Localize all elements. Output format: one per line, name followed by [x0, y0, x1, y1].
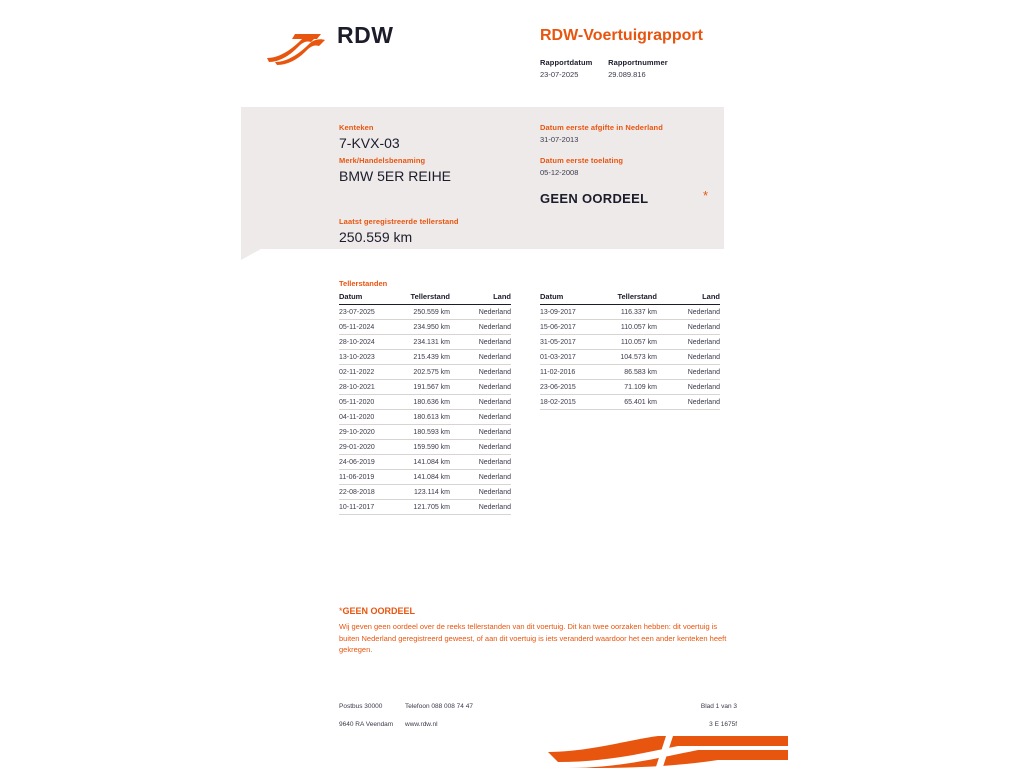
cell-datum: 23-06-2015 — [540, 380, 592, 395]
odometer-table-left — [339, 292, 511, 515]
column-header-tellerstand: Tellerstand — [592, 292, 673, 305]
cell-land: Nederland — [466, 500, 511, 515]
column-header-datum: Datum — [540, 292, 592, 305]
footnote-title-text: GEEN OORDEEL — [342, 606, 416, 616]
cell-land: Nederland — [673, 335, 720, 350]
table-row — [339, 350, 511, 365]
cell-datum: 15-06-2017 — [540, 320, 592, 335]
cell-land: Nederland — [466, 395, 511, 410]
footer-contact — [405, 703, 473, 728]
table-row — [540, 365, 720, 380]
cell-land: Nederland — [466, 320, 511, 335]
footer-plaats: 9640 RA Veendam — [339, 721, 394, 728]
eerste-toelating-label: Datum eerste toelating — [540, 156, 624, 165]
cell-land: Nederland — [466, 425, 511, 440]
cell-datum: 31-05-2017 — [540, 335, 592, 350]
table-row — [339, 500, 511, 515]
cell-tellerstand: 110.057 km — [592, 320, 673, 335]
odometer-table-right — [540, 292, 720, 410]
table-row — [540, 305, 720, 320]
table-row — [339, 440, 511, 455]
table-row — [339, 485, 511, 500]
cell-tellerstand: 104.573 km — [592, 350, 673, 365]
cell-datum: 04-11-2020 — [339, 410, 389, 425]
cell-tellerstand: 250.559 km — [389, 305, 466, 320]
report-date-value: 23-07-2025 — [540, 70, 579, 79]
cell-land: Nederland — [466, 305, 511, 320]
cell-land: Nederland — [673, 380, 720, 395]
cell-land: Nederland — [673, 320, 720, 335]
cell-land: Nederland — [673, 395, 720, 410]
cell-datum: 29-10-2020 — [339, 425, 389, 440]
laatste-tellerstand-value: 250.559 km — [339, 229, 413, 245]
footer-website[interactable]: www.rdw.nl — [405, 721, 438, 728]
eerste-afgifte-label: Datum eerste afgifte in Nederland — [540, 123, 663, 132]
table-header-row — [339, 292, 511, 305]
cell-tellerstand: 180.636 km — [389, 395, 466, 410]
table-row — [540, 320, 720, 335]
cell-land: Nederland — [466, 365, 511, 380]
cell-datum: 13-10-2023 — [339, 350, 389, 365]
kenteken-value: 7-KVX-03 — [339, 135, 400, 151]
rdw-logo — [265, 22, 485, 72]
cell-land: Nederland — [466, 440, 511, 455]
cell-tellerstand: 159.590 km — [389, 440, 466, 455]
page-footer-right — [697, 703, 737, 728]
table-row — [339, 455, 511, 470]
report-date-block — [540, 58, 606, 79]
footer-address — [339, 703, 393, 728]
cell-datum: 05-11-2020 — [339, 395, 389, 410]
rdw-bottom-swoosh-icon — [548, 736, 788, 768]
report-date-label: Rapportdatum — [540, 58, 593, 67]
tellerstanden-title: Tellerstanden — [339, 279, 388, 288]
cell-land: Nederland — [673, 305, 720, 320]
eerste-toelating-value: 05-12-2008 — [540, 168, 579, 177]
footer-telefoon: Telefoon 088 008 74 47 — [405, 703, 473, 710]
table-row — [339, 335, 511, 350]
summary-panel-notch — [241, 249, 261, 260]
cell-datum: 10-11-2017 — [339, 500, 389, 515]
verdict-text: GEEN OORDEEL — [540, 191, 649, 206]
cell-land: Nederland — [466, 485, 511, 500]
cell-tellerstand: 123.114 km — [389, 485, 466, 500]
cell-datum: 29-01-2020 — [339, 440, 389, 455]
cell-datum: 05-11-2024 — [339, 320, 389, 335]
table-row — [339, 365, 511, 380]
cell-land: Nederland — [466, 380, 511, 395]
cell-datum: 22-08-2018 — [339, 485, 389, 500]
footnote-title — [339, 606, 415, 616]
cell-land: Nederland — [466, 350, 511, 365]
cell-datum: 11-02-2016 — [540, 365, 592, 380]
table-row — [339, 305, 511, 320]
cell-datum: 24-06-2019 — [339, 455, 389, 470]
report-meta — [540, 58, 668, 79]
cell-land: Nederland — [466, 455, 511, 470]
cell-datum: 23-07-2025 — [339, 305, 389, 320]
eerste-afgifte-value: 31-07-2013 — [540, 135, 579, 144]
cell-tellerstand: 141.084 km — [389, 470, 466, 485]
cell-datum: 01-03-2017 — [540, 350, 592, 365]
kenteken-label: Kenteken — [339, 123, 374, 132]
cell-tellerstand: 110.057 km — [592, 335, 673, 350]
rdw-swoosh-logo-icon — [265, 32, 335, 66]
cell-land: Nederland — [466, 335, 511, 350]
report-number-value: 29.089.816 — [608, 70, 646, 79]
cell-tellerstand: 191.567 km — [389, 380, 466, 395]
cell-datum: 28-10-2024 — [339, 335, 389, 350]
cell-datum: 28-10-2021 — [339, 380, 389, 395]
cell-tellerstand: 65.401 km — [592, 395, 673, 410]
table-row — [540, 395, 720, 410]
table-row — [339, 410, 511, 425]
cell-land: Nederland — [466, 410, 511, 425]
footer-page-number: Blad 1 van 3 — [700, 703, 737, 710]
verdict-footnote-marker: * — [703, 188, 709, 203]
cell-tellerstand: 86.583 km — [592, 365, 673, 380]
page-title: RDW-Voertuigrapport — [540, 27, 703, 44]
table-header-row — [540, 292, 720, 305]
cell-tellerstand: 180.613 km — [389, 410, 466, 425]
laatste-tellerstand-label: Laatst geregistreerde tellerstand — [339, 217, 459, 226]
column-header-tellerstand: Tellerstand — [389, 292, 466, 305]
footnote-body: Wij geven geen oordeel over de reeks tellerstanden van dit voertuig. Dit kan twee oorzaken hebben: dit voertuig is buiten Nederland geregistreerd geweest, of aan dit voertuig is iets veranderd waardoor het een ander kenteken heeft gekregen. — [339, 622, 727, 655]
cell-tellerstand: 180.593 km — [389, 425, 466, 440]
column-header-datum: Datum — [339, 292, 389, 305]
cell-datum: 18-02-2015 — [540, 395, 592, 410]
cell-land: Nederland — [673, 365, 720, 380]
table-row — [540, 350, 720, 365]
footer-postbus: Postbus 30000 — [339, 703, 383, 710]
footer-code: 3 E 1675f — [709, 721, 737, 728]
cell-tellerstand: 141.084 km — [389, 455, 466, 470]
cell-tellerstand: 234.950 km — [389, 320, 466, 335]
cell-tellerstand: 116.337 km — [592, 305, 673, 320]
table-row — [339, 380, 511, 395]
cell-tellerstand: 215.439 km — [389, 350, 466, 365]
table-row — [540, 335, 720, 350]
column-header-land: Land — [673, 292, 720, 305]
merk-value: BMW 5ER REIHE — [339, 168, 452, 184]
vehicle-summary-panel — [241, 107, 724, 249]
cell-land: Nederland — [673, 350, 720, 365]
cell-datum: 02-11-2022 — [339, 365, 389, 380]
column-header-land: Land — [466, 292, 511, 305]
report-number-block — [608, 58, 668, 79]
table-row — [339, 320, 511, 335]
table-row — [339, 395, 511, 410]
brand-name: RDW — [337, 22, 394, 48]
table-row — [339, 425, 511, 440]
cell-datum: 13-09-2017 — [540, 305, 592, 320]
cell-land: Nederland — [466, 470, 511, 485]
table-row — [339, 470, 511, 485]
cell-tellerstand: 202.575 km — [389, 365, 466, 380]
merk-label: Merk/Handelsbenaming — [339, 156, 426, 165]
report-number-label: Rapportnummer — [608, 58, 668, 67]
cell-datum: 11-06-2019 — [339, 470, 389, 485]
footnote-marker: * — [339, 606, 343, 616]
cell-tellerstand: 121.705 km — [389, 500, 466, 515]
table-row — [540, 380, 720, 395]
cell-tellerstand: 71.109 km — [592, 380, 673, 395]
cell-tellerstand: 234.131 km — [389, 335, 466, 350]
